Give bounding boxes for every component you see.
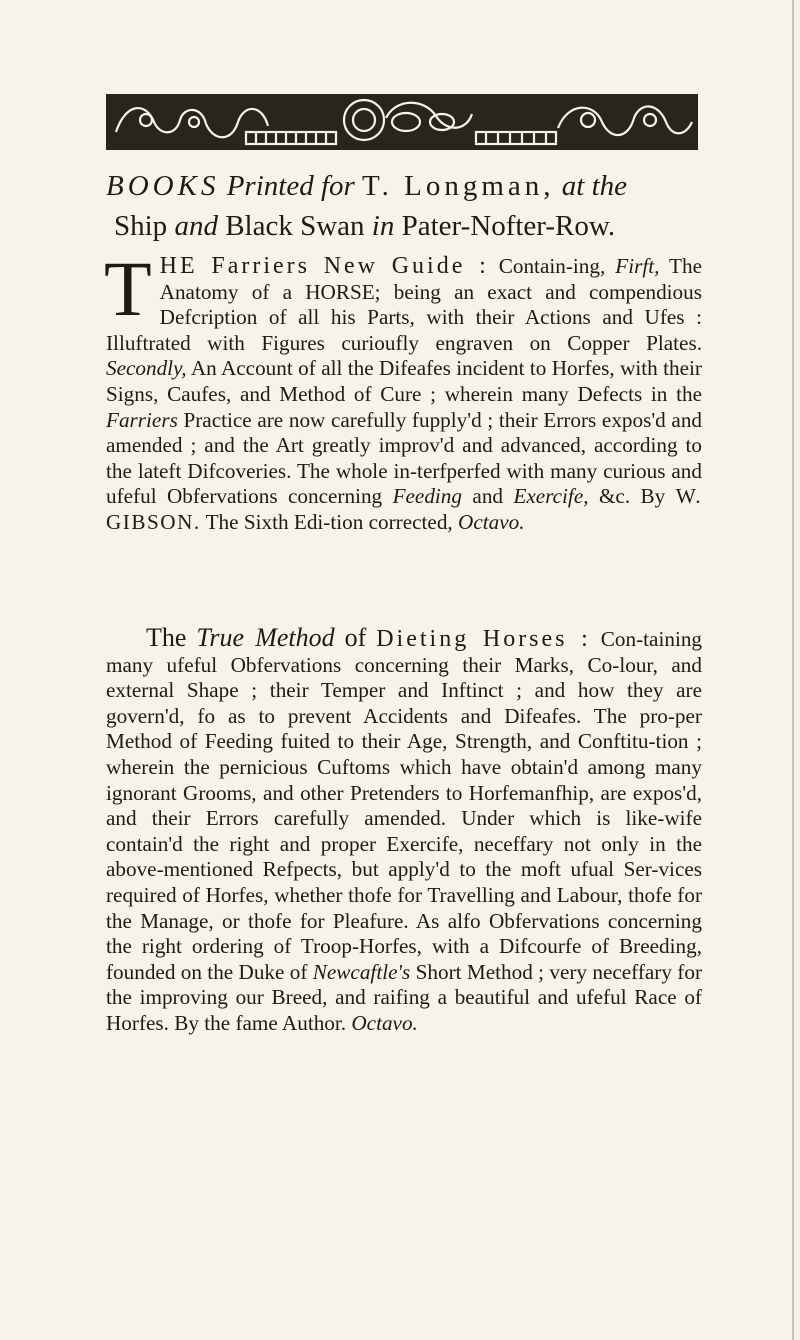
drop-cap: T: [104, 245, 152, 332]
entry2-of: of: [344, 623, 367, 652]
heading-printed-for: Printed for: [226, 170, 355, 202]
entry1-text-5: &c. By: [598, 484, 666, 509]
entry2-text-1: Con-taining many ufeful Obfervations concerning their Marks, Co-lour, and external Shape ; their Temper and Inftinct ; and how they are govern'd, fo as to prevent Accidents and Difeafes. The pro-per Method of Feeding fuited to their Age, Strength, and Conftitu-tion ; wherein the pernicious Cuftoms which have obtain'd among many ignorant Grooms, and other Pretenders to Horfemanfhip, are expos'd, and their Errors carefully amended. Under which is like-wife contain'd the right and proper Exercife, neceffary not only in the above-mentioned Refpects, but apply'd to the moft ufual Ser-vices required of Horfes, whether thofe for Travelling and Labour, thofe for the Manage, or thofe for Pleafure. As alfo Obfervations concerning the right ordering of Troop-Horfes, with a Difcourfe of Breeding, founded on the Duke of: [106, 627, 703, 984]
entry1-text-1: Contain-ing,: [498, 254, 606, 278]
entry1-text-2: The Anatomy of a HORSE; being an exact and compendious Defcription of all his Parts, with their Actions and Ufes : Illuftrated with Figures curioufly engraven on Copper Plates.: [106, 254, 702, 355]
entry1-text-3: An Account of all the Difeafes incident to Horfes, with their Signs, Caufes, and Method of Cure ; wherein many Defects in the: [106, 356, 702, 406]
heading-place: Pater-Nofter-Row.: [401, 210, 616, 242]
entry1-format: Octavo.: [458, 509, 525, 534]
entry2-text-2: Short Method ; very neceffary for the improving our Breed, and raifing a beautiful and ufeful Race of Horfes. By the fame Author.: [106, 959, 702, 1035]
entry1-exercife: Exercife,: [513, 484, 589, 509]
entry1-farriers: Farriers: [106, 407, 178, 432]
entry-farriers-new-guide: [104, 245, 703, 536]
heading-and: and: [174, 210, 218, 242]
heading-ship: Ship: [114, 210, 168, 242]
entry1-text-4: Practice are now carefully fupply'd ; their Errors expos'd and amended ; and the Art greatly improv'd and advanced, according to the lateft Difcoveries. The whole in-terfperfed with many curious and ufeful Obfervations concerning: [106, 407, 703, 509]
entry2-newcastle: Newcaftle's: [312, 959, 411, 984]
entry1-title: HE Farriers New Guide :: [159, 253, 489, 279]
entry2-the: The: [146, 623, 187, 652]
page-edge-shadow: [792, 0, 794, 1340]
heading-publisher: T. Longman,: [362, 170, 555, 202]
heading-books: BOOKS: [106, 170, 220, 202]
entry1-feeding: Feeding: [392, 484, 462, 509]
entry-true-method-of-dieting: [106, 625, 702, 1037]
heading-black-swan: Black Swan: [225, 210, 365, 242]
entry2-format: Octavo.: [351, 1010, 418, 1035]
entry1-text-6: The Sixth Edi-tion corrected,: [205, 509, 453, 534]
entry1-secondly: Secondly,: [106, 356, 187, 381]
heading-at-the: at the: [561, 170, 628, 202]
entry1-and: and: [472, 484, 504, 509]
entry2-true-method: True Method: [196, 623, 335, 652]
decorative-headpiece-ornament: [106, 92, 698, 152]
entry2-title: Dieting Horses :: [376, 626, 591, 652]
page-heading: [106, 166, 706, 246]
entry1-author: W. GIBSON.: [106, 484, 703, 534]
heading-in: in: [371, 210, 395, 242]
entry1-first: Firft,: [615, 254, 660, 278]
